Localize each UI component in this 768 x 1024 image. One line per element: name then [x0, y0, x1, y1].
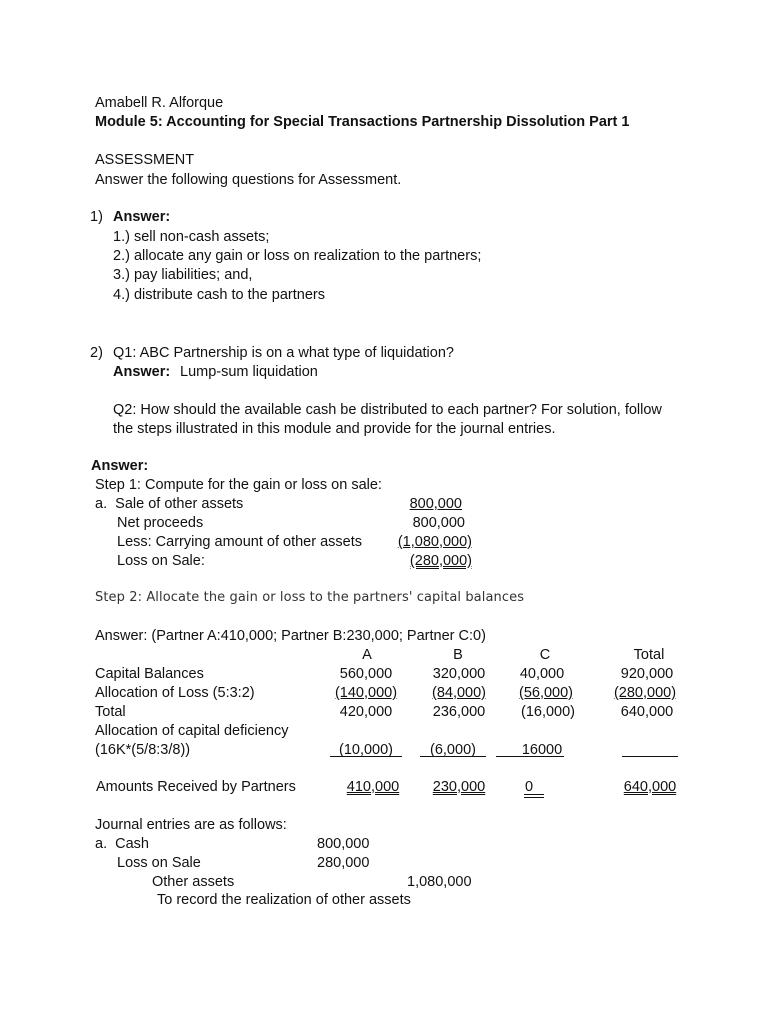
table-row-label: (16K*(5/8:3/8)) [95, 742, 191, 758]
q2-answer1: Lump-sum liquidation [180, 364, 318, 380]
step1-label: Loss on Sale: [117, 553, 205, 569]
table-cell: (16,000) [520, 704, 575, 720]
q2-answer-label: Answer: [113, 364, 171, 380]
q1-answer-label: Answer: [113, 209, 171, 225]
q2-question2-line1: Q2: How should the available cash be distributed to each partner? For solution, follow [113, 402, 662, 418]
step2-answer-line: Answer: (Partner A:410,000; Partner B:230,000; Partner C:0) [95, 628, 486, 644]
table-cell: (84,000) [431, 685, 486, 701]
step1-title: Step 1: Compute for the gain or loss on sale: [95, 477, 382, 493]
table-row-label: Capital Balances [95, 666, 204, 682]
table-cell: 230,000 [432, 779, 486, 795]
q1-step: 2.) allocate any gain or loss on realization to the partners; [113, 248, 482, 264]
step1-label: a. Sale of other assets [95, 496, 244, 512]
table-cell: 420,000 [339, 704, 393, 720]
table-cell: 320,000 [432, 666, 486, 682]
table-row-label: Allocation of Loss (5:3:2) [95, 685, 255, 701]
answer-heading: Answer: [91, 458, 149, 474]
step2-title: Step 2: Allocate the gain or loss to the partners' capital balances [95, 590, 525, 605]
step1-value: (1,080,000) [397, 534, 472, 550]
journal-debit-label: Loss on Sale [117, 855, 201, 871]
step1-value: (280,000) [409, 553, 472, 569]
q1-step: 4.) distribute cash to the partners [113, 287, 325, 303]
step1-value: 800,000 [412, 515, 465, 531]
table-cell: (140,000) [334, 685, 398, 701]
journal-title: Journal entries are as follows: [95, 817, 287, 833]
q1-step: 1.) sell non-cash assets; [113, 229, 270, 245]
column-header-b: B [453, 647, 463, 663]
table-row-label: Amounts Received by Partners [96, 779, 296, 795]
table-cell: (6,000) [430, 742, 476, 758]
journal-explanation: To record the realization of other assets [157, 892, 411, 908]
table-cell: 410,000 [346, 779, 400, 795]
table-cell: 40,000 [519, 666, 565, 682]
q1-step: 3.) pay liabilities; and, [113, 267, 253, 283]
underline-rule [622, 756, 678, 757]
journal-credit-value: 1,080,000 [407, 874, 472, 890]
table-cell: (10,000) [338, 742, 393, 758]
table-cell: 236,000 [432, 704, 486, 720]
q2-number: 2) [90, 345, 103, 361]
module-title: Module 5: Accounting for Special Transactions Partnership Dissolution Part 1 [95, 114, 630, 130]
q1-number: 1) [90, 209, 103, 225]
table-cell: 560,000 [339, 666, 393, 682]
journal-credit-label: Other assets [152, 874, 235, 890]
table-cell: 0 [525, 779, 534, 795]
table-cell: (56,000) [518, 685, 573, 701]
column-header-total: Total [633, 647, 665, 663]
column-header-a: A [362, 647, 372, 663]
column-header-c: C [539, 647, 551, 663]
table-cell: 640,000 [620, 704, 674, 720]
table-cell: (280,000) [613, 685, 677, 701]
q2-question1: Q1: ABC Partnership is on a what type of liquidation? [113, 345, 454, 361]
journal-debit-value: 800,000 [317, 836, 370, 852]
table-cell: 16000 [521, 742, 563, 758]
assessment-heading: ASSESSMENT [95, 152, 195, 168]
step1-label: Net proceeds [117, 515, 204, 531]
step1-label: Less: Carrying amount of other assets [117, 534, 363, 550]
author-name: Amabell R. Alforque [95, 95, 224, 111]
table-row-label: Total [95, 704, 126, 720]
q2-question2-line2: the steps illustrated in this module and provide for the journal entries. [113, 421, 556, 437]
assessment-instruction: Answer the following questions for Assessment. [95, 172, 402, 188]
journal-debit-value: 280,000 [317, 855, 370, 871]
table-row-label: Allocation of capital deficiency [95, 723, 289, 739]
table-cell: 640,000 [623, 779, 677, 795]
table-cell: 920,000 [620, 666, 674, 682]
journal-debit-label: a. Cash [95, 836, 149, 852]
step1-value: 800,000 [409, 496, 462, 512]
